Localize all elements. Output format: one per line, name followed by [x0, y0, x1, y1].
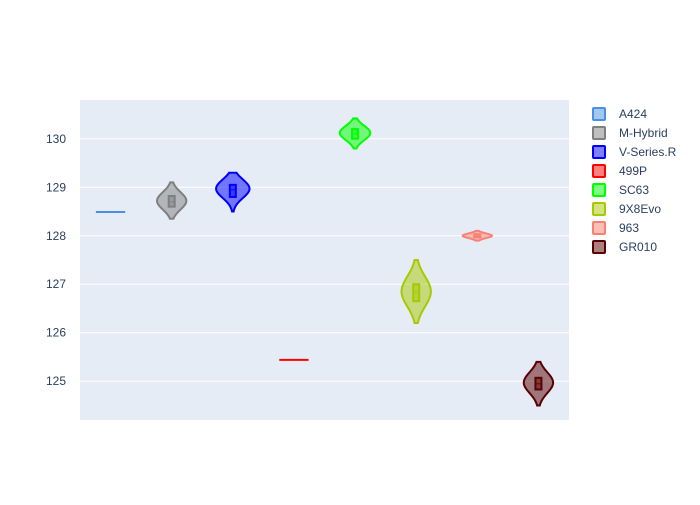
y-tick-label: 129: [45, 180, 66, 195]
legend-swatch: [593, 127, 605, 139]
legend-label: V-Series.R: [619, 145, 677, 159]
violin-box: [230, 185, 236, 197]
legend-label: SC63: [619, 183, 650, 197]
y-tick-label: 126: [45, 325, 66, 340]
legend-label: GR010: [619, 240, 658, 254]
legend-label: 499P: [619, 164, 648, 178]
y-tick-label: 128: [45, 228, 66, 243]
legend-label: A424: [619, 107, 648, 121]
legend-label: M-Hybrid: [619, 126, 668, 140]
legend-swatch: [593, 108, 605, 120]
y-tick-label: 127: [45, 277, 66, 292]
legend-swatch: [593, 165, 605, 177]
legend-label: 963: [619, 221, 640, 235]
legend-label: 9X8Evo: [619, 202, 662, 216]
legend-swatch: [593, 146, 605, 158]
legend-swatch: [593, 241, 605, 253]
y-tick-label: 130: [45, 131, 66, 146]
legend-item-9X8Evo[interactable]: [593, 202, 661, 216]
legend-swatch: [593, 184, 605, 196]
y-tick-label: 125: [45, 374, 66, 389]
legend-swatch: [593, 222, 605, 234]
legend-item-M-Hybrid[interactable]: [593, 126, 668, 140]
legend-item-499P[interactable]: [593, 164, 647, 178]
legend-item-V-Series.R[interactable]: [593, 145, 677, 159]
legend-swatch: [593, 203, 605, 215]
legend-item-963[interactable]: [593, 221, 639, 235]
y-tick-labels: [46, 132, 66, 388]
violin-box: [413, 284, 419, 301]
plot-background: [80, 100, 569, 420]
legend-item-GR010[interactable]: [593, 240, 657, 254]
legend: [593, 107, 677, 254]
legend-item-SC63[interactable]: [593, 183, 649, 197]
legend-item-A424[interactable]: [593, 107, 647, 121]
